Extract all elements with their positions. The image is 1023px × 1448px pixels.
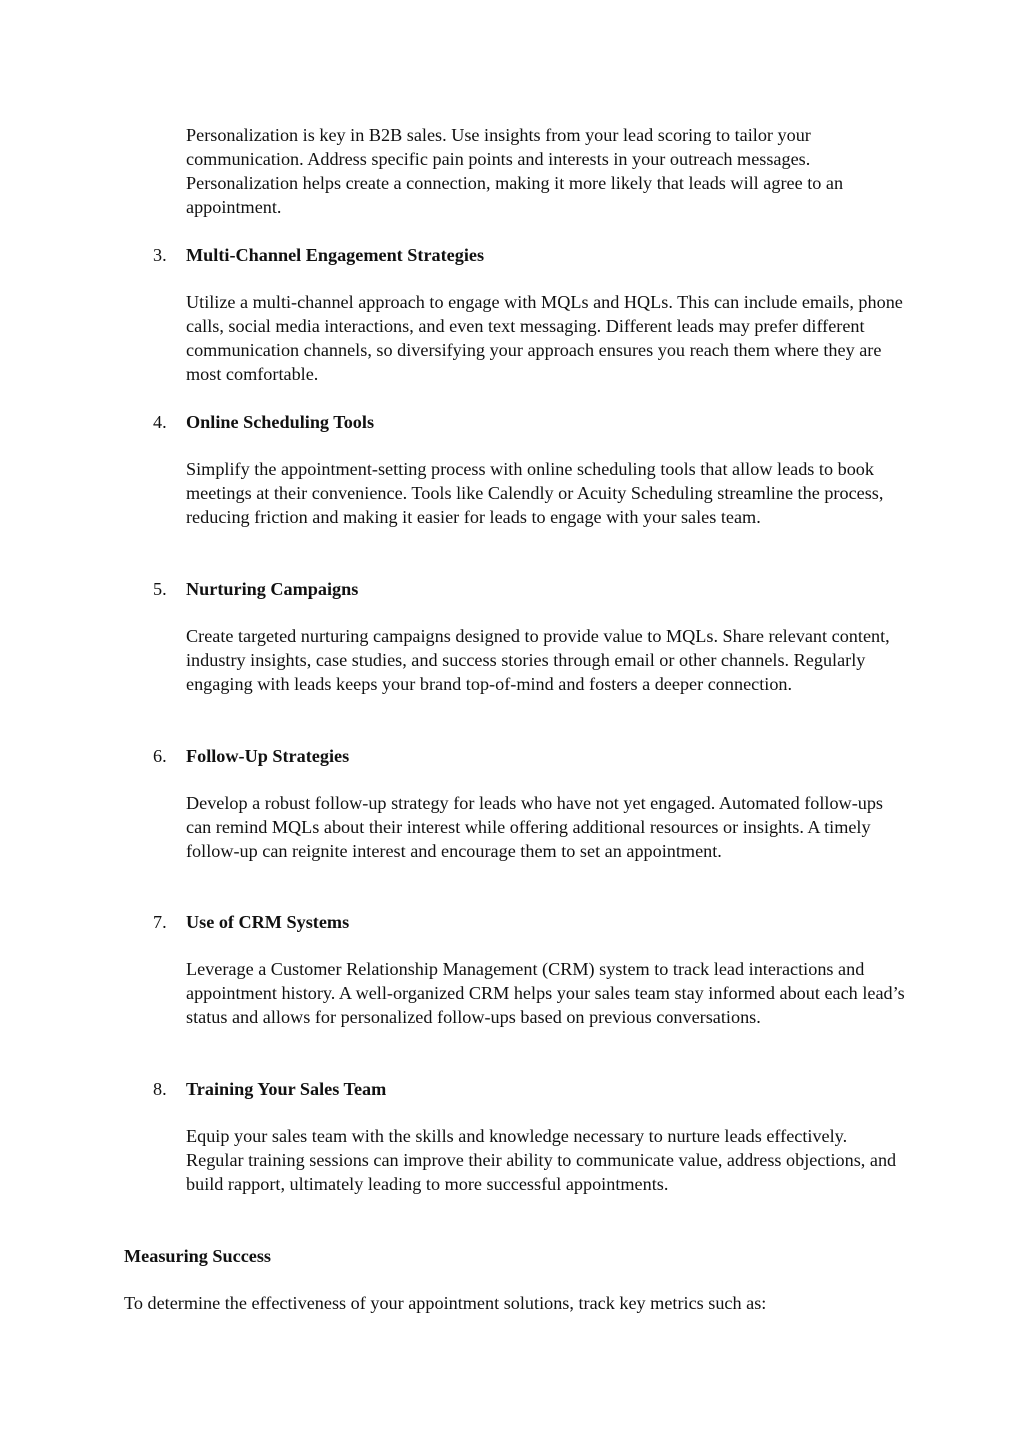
list-item-title: Online Scheduling Tools [186,412,375,432]
list-item-heading [153,410,374,434]
list-item-title: Nurturing Campaigns [186,579,359,599]
list-item-heading [153,577,358,601]
list-item-number: 5. [153,579,167,599]
list-item-body: Simplify the appointment-setting process with online scheduling tools that allow leads to book meetings at their convenience. Tools like Calendly or Acuity Scheduling streamline the process, reducing friction and making it easier for leads to engage with your sales team. [186,459,884,527]
list-item-number: 7. [153,912,167,932]
list-item-heading [153,910,349,934]
list-item-heading [153,744,349,768]
section-heading: Measuring Success [124,1246,272,1266]
list-item-number: 8. [153,1079,167,1099]
list-item-number: 6. [153,746,167,766]
list-item-body: Develop a robust follow-up strategy for leads who have not yet engaged. Automated follow-ups can remind MQLs about their interest while offering additional resources or insights. A timely follow-up can reignite interest and encourage them to set an appointment. [186,793,884,861]
list-item-body: Create targeted nurturing campaigns designed to provide value to MQLs. Share relevant content, industry insights, case studies, and success stories through email or other channels. Regularly engaging with leads keeps your brand top-of-mind and fosters a deeper connection. [186,626,890,694]
list-item-title: Multi-Channel Engagement Strategies [186,245,485,265]
list-item-body: Equip your sales team with the skills and knowledge necessary to nurture leads effectively. Regular training sessions can improve their ability to communicate value, address objections, and build rapport, ultimately leading to more successful appointments. [186,1126,897,1194]
list-item-heading [153,1077,386,1101]
list-item-title: Use of CRM Systems [186,912,350,932]
list-item-body: Leverage a Customer Relationship Management (CRM) system to track lead interactions and appointment history. A well-organized CRM helps your sales team stay informed about each lead’s status and allows for personalized follow-ups based on previous conversations. [186,959,905,1027]
list-item-number: 4. [153,412,167,432]
list-item-heading [153,243,484,267]
list-item-title: Follow-Up Strategies [186,746,350,766]
section-intro-text: To determine the effectiveness of your appointment solutions, track key metrics such as: [124,1293,767,1313]
list-item-body: Utilize a multi-channel approach to engage with MQLs and HQLs. This can include emails, phone calls, social media interactions, and even text messaging. Different leads may prefer different communication channels, so diversifying your approach ensures you reach them where they are most comfortable. [186,292,903,384]
list-item-number: 3. [153,245,167,265]
intro-paragraph: Personalization is key in B2B sales. Use insights from your lead scoring to tailor your communication. Address specific pain points and interests in your outreach messages. Personalization helps create a connection, making it more likely that leads will agree to an appointment. [186,125,844,217]
list-item-title: Training Your Sales Team [186,1079,387,1099]
